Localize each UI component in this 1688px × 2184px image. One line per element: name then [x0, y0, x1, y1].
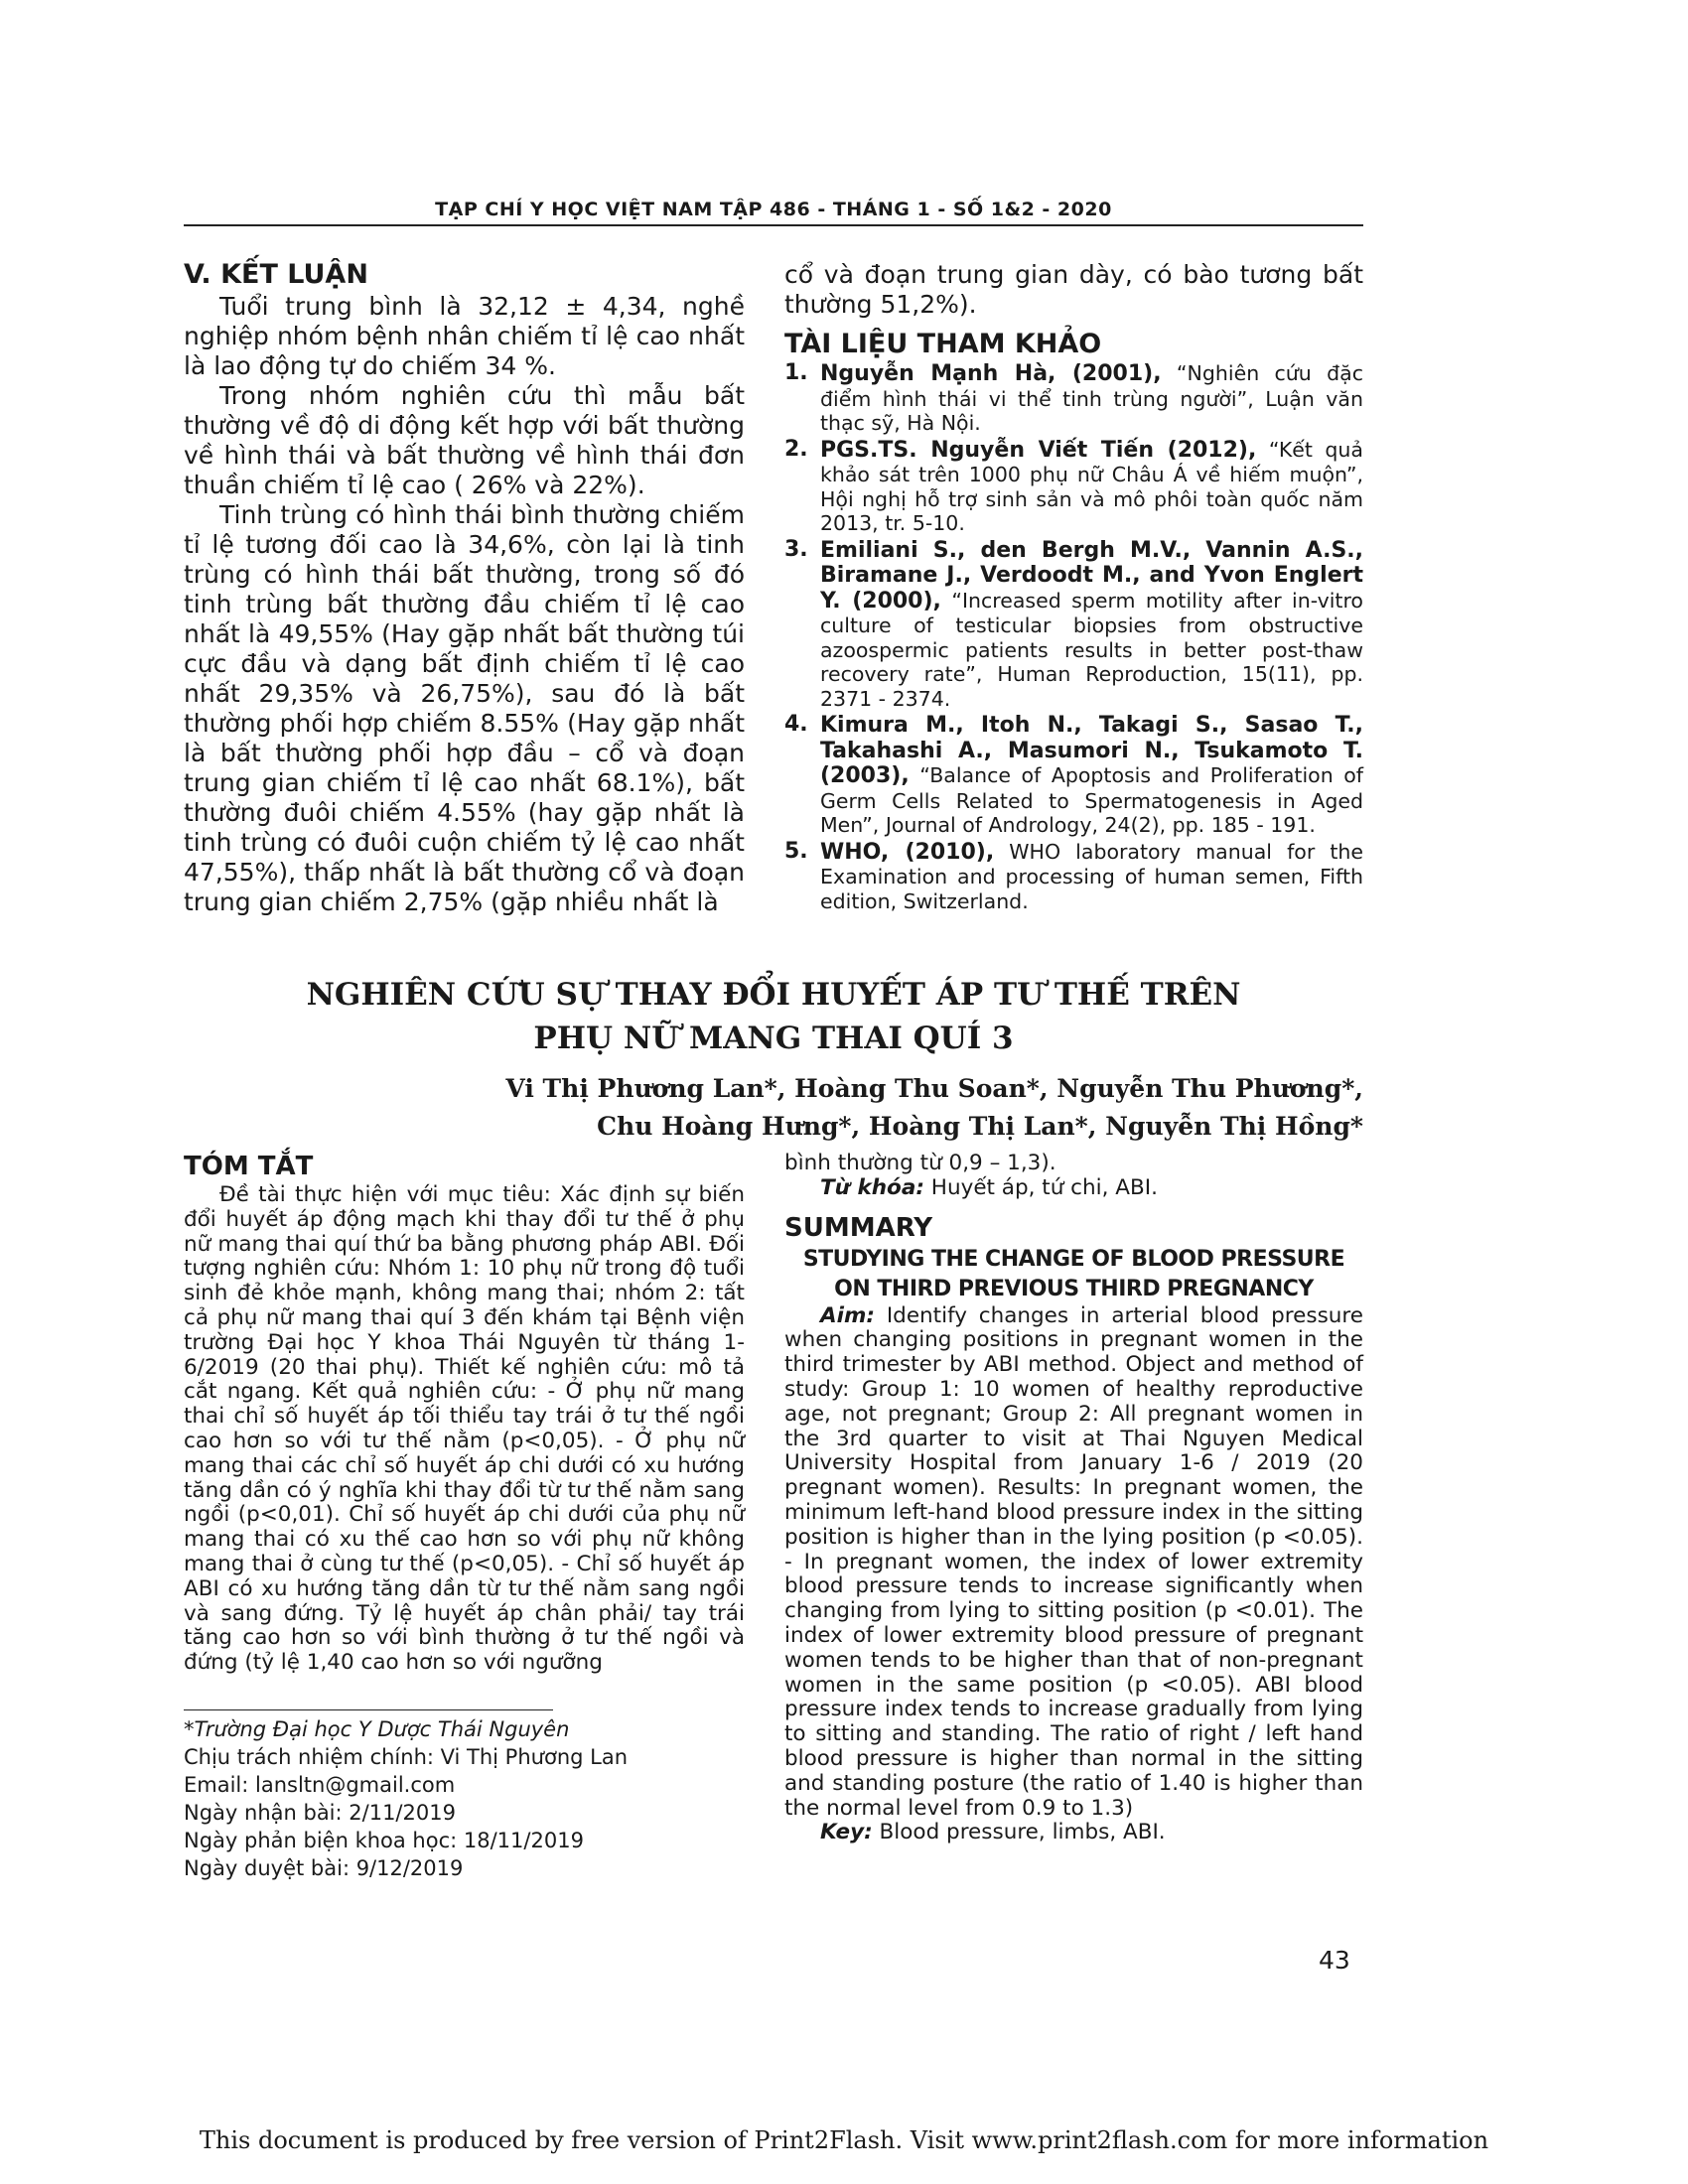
conclusion-heading: V. KẾT LUẬN — [184, 259, 368, 290]
abstract-vi — [184, 1152, 745, 1676]
article-authors: Vi Thị Phương Lan*, Hoàng Thu Soan*, Nguyễn Thu Phương*, Chu Hoàng Hưng*, Hoàng Thị Lan*, Nguyễn Thị Hồng* — [505, 1074, 1363, 1141]
keywords-en: Key: Blood pressure, limbs, ABI. — [820, 1820, 1166, 1845]
reference-item: 2. PGS.TS. Nguyễn Viết Tiến (2012), “Kết quả khảo sát trên 1000 phụ nữ Châu Á về hiếm muộn”, Hội nghị hỗ trợ sinh sản và mô phôi toàn quốc năm 2013, tr. 5-10. — [784, 436, 1363, 535]
conclusion-paragraph: Trong nhóm nghiên cứu thì mẫu bất thường về độ di động kết hợp với bất thường về hình thái và bất thường về hình thái đơn thuần chiếm tỉ lệ cao ( 26% và 22%). — [184, 381, 745, 499]
tomtat-heading: TÓM TẮT — [184, 1152, 314, 1181]
summary-title: STUDYING THE CHANGE OF BLOOD PRESSURE ON THIRD PREVIOUS THIRD PREGNANCY — [802, 1246, 1345, 1301]
references-heading: TÀI LIỆU THAM KHẢO — [784, 329, 1102, 359]
footnotes: *Trường Đại học Y Dược Thái Nguyên Chịu trách nhiệm chính: Vi Thị Phương Lan Email: lansltn@gmail.com Ngày nhận bài: 2/11/2019 Ngày phản biện khoa học: 18/11/2019 Ngày duyệt bài: 9/12/2019 — [184, 1717, 629, 1880]
tomtat-body: Đề tài thực hiện với mục tiêu: Xác định sự biến đổi huyết áp động mạch khi thay đổi tư thế ở phụ nữ mang thai quí thứ ba bằng phương pháp ABI. Đối tượng nghiên cứu: Nhóm 1: 10 phụ nữ trong độ tuổi sinh đẻ khỏe mạnh, không mang thai; nhóm 2: tất cả phụ nữ mang thai quí 3 đến khám tại Bệnh viện trường Đại học Y khoa Thái Nguyên từ tháng 1-6/2019 (20 thai phụ). Thiết kế nghiên cứu: mô tả cắt ngang. Kết quả nghiên cứu: - Ở phụ nữ mang thai chỉ số huyết áp tối thiểu tay trái ở tư thế ngồi cao hơn so với tư thế nằm (p<0,05). - Ở phụ nữ mang thai các chỉ số huyết áp chi dưới có xu hướng tăng dần có ý nghĩa khi thay đổi từ tư thế nằm sang ngồi (p<0,01). Chỉ số huyết áp chi dưới của phụ nữ mang thai có xu thế cao hơn so với phụ nữ không mang thai ở cùng tư thế (p<0,05). - Chỉ số huyết áp ABI có xu hướng tăng dần từ tư thế nằm sang ngồi và sang đứng. Tỷ lệ huyết áp chân phải/ tay trái tăng cao hơn so với bình thường ở tư thế ngồi và đứng (tỷ lệ 1,40 cao hơn so với ngưỡng — [184, 1182, 745, 1676]
tomtat-continuation: bình thường từ 0,9 – 1,3). — [784, 1151, 1056, 1175]
conclusion-continuation: cổ và đoạn trung gian dày, có bào tương bất thường 51,2%). — [784, 260, 1363, 319]
conclusion-paragraph: Tinh trùng có hình thái bình thường chiếm tỉ lệ tương đối cao là 34,6%, còn lại là tinh trùng có hình thái bất thường, trong số đó tinh trùng bất thường đầu chiếm tỉ lệ cao nhất là 49,55% (Hay gặp nhất bất thường túi cực đầu và dạng bất định chiếm tỉ lệ cao nhất 29,35% và 26,75%), sau đó là bất thường phối hợp chiếm 8.55% (Hay gặp nhất là bất thường phối hợp đầu – cổ và đoạn trung gian chiếm tỉ lệ cao nhất 68.1%), bất thường đuôi chiếm 4.55% (hay gặp nhất là tinh trùng có đuôi cuộn chiếm tỷ lệ cao nhất 47,55%), thấp nhất là bất thường cổ và đoạn trung gian chiếm 2,75% (gặp nhiều nhất là — [184, 500, 745, 916]
reference-item: 4. Kimura M., Itoh N., Takagi S., Sasao T., Takahashi A., Masumori N., Tsukamoto T. (2003), “Balance of Apoptosis and Proliferation of Germ Cells Related to Spermatogenesis in Aged Men”, Journal of Andrology, 24(2), pp. 185 - 191. — [784, 712, 1363, 837]
footnote-rule — [184, 1709, 553, 1710]
reference-item: 3. Emiliani S., den Bergh M.V., Vannin A.S., Biramane J., Verdoodt M., and Yvon Englert Y. (2000), “Increased sperm motility after in-vitro culture of testicular biopsies from obstructive azoospermic patients results in better post-thaw recovery rate”, Human Reproduction, 15(11), pp. 2371 - 2374. — [784, 536, 1363, 711]
conclusion-paragraph: Tuổi trung bình là 32,12 ± 4,34, nghề nghiệp nhóm bệnh nhân chiếm tỉ lệ cao nhất là lao động tự do chiếm 34 %. — [184, 292, 745, 380]
header-rule — [184, 224, 1363, 226]
journal-header: TẠP CHÍ Y HỌC VIỆT NAM TẬP 486 - THÁNG 1 - SỐ 1&2 - 2020 — [435, 199, 1112, 220]
right-column-bottom — [784, 1152, 1363, 1845]
print2flash-footer: This document is produced by free version of Print2Flash. Visit www.print2flash.com for more information — [199, 2126, 1489, 2154]
reference-item: 5. WHO, (2010), WHO laboratory manual for the Examination and processing of human semen, Fifth edition, Switzerland. — [784, 838, 1363, 913]
article-title: NGHIÊN CỨU SỰ THAY ĐỔI HUYẾT ÁP TƯ THẾ TRÊN PHỤ NỮ MANG THAI QUÍ 3 — [306, 977, 1241, 1056]
reference-item: 1. Nguyễn Mạnh Hà, (2001), “Nghiên cứu đặc điểm hình thái vi thể tinh trùng người”, Luận văn thạc sỹ, Hà Nội. — [784, 360, 1363, 435]
right-column-top — [784, 260, 1363, 915]
conclusion-section — [184, 260, 745, 917]
summary-body: Aim: Identify changes in arterial blood pressure when changing positions in pregnant women in the third trimester by ABI method. Object and method of study: Group 1: 10 women of healthy reproductive age, not pregnant; Group 2: All pregnant women in the 3rd quarter to visit at Thai Nguyen Medical University Hospital from January 1-6 / 2019 (20 pregnant women). Results: In pregnant women, the minimum left-hand blood pressure index in the sitting position is higher than in the lying position (p <0.05). - In pregnant women, the index of lower extremity blood pressure tends to increase significantly when changing from lying to sitting position (p <0.01). The index of lower extremity blood pressure of pregnant women tends to be higher than that of non-pregnant women in the same position (p <0.05). ABI blood pressure index tends to increase gradually from lying to sitting and standing. The ratio of right / left hand blood pressure is higher than normal in the sitting and standing posture (the ratio of 1.40 is higher than the normal level from 0.9 to 1.3) — [784, 1302, 1363, 1821]
page-number: 43 — [1319, 1946, 1350, 1975]
summary-heading: SUMMARY — [784, 1212, 933, 1243]
keywords-vi: Từ khóa: Huyết áp, tứ chi, ABI. — [820, 1174, 1158, 1200]
references-list — [784, 361, 1363, 913]
